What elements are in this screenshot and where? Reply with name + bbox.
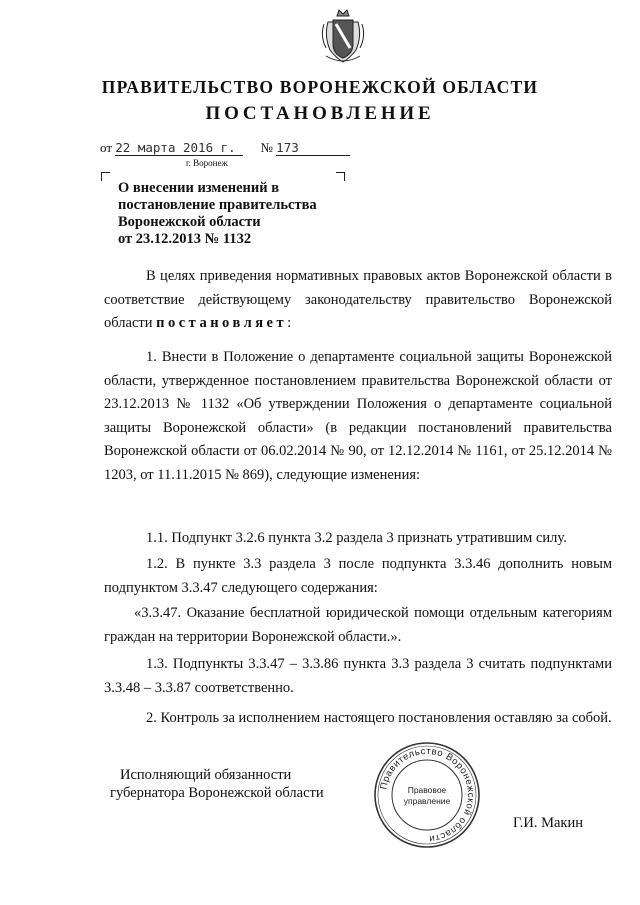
item-1-3-paragraph <box>104 653 612 700</box>
item-1-2-quote-text: «3.3.47. Оказание бесплатной юридической помощи отдельным категориям граждан на территории Воронежской области.». <box>104 605 612 645</box>
item-2-paragraph <box>104 707 612 731</box>
item-1-2-text: 1.2. В пункте 3.3 раздела 3 после подпункта 3.3.46 дополнить новым подпунктом 3.3.47 следующего содержания: <box>104 556 612 596</box>
preamble-verb: постановляет <box>156 315 288 331</box>
subject-bracket-left <box>101 172 110 181</box>
stamp-ring-text: Правительство Воронежской области <box>378 745 477 845</box>
item-1-1-text: 1.1. Подпункт 3.2.6 пункта 3.2 раздела 3 признать утратившим силу. <box>146 530 567 546</box>
item-2-text: 2. Контроль за исполнением настоящего постановления оставляю за собой. <box>146 710 612 726</box>
preamble-text: В целях приведения нормативных правовых актов Воронежской области в соответствие действующему законодательству правительство Воронежской области <box>104 268 612 331</box>
preamble-paragraph <box>104 265 612 336</box>
date-number-line <box>100 140 350 156</box>
position-line: Исполняющий обязанности <box>120 767 292 783</box>
subject-line: О внесении изменений в <box>118 180 280 196</box>
subject-line: от 23.12.2013 № 1132 <box>118 231 252 247</box>
position-line: губернатора Воронежской области <box>110 785 324 801</box>
coat-of-arms-icon <box>318 6 368 68</box>
government-name: ПРАВИТЕЛЬСТВО ВОРОНЕЖСКОЙ ОБЛАСТИ <box>101 77 539 97</box>
item-1-3-text: 1.3. Подпункты 3.3.47 – 3.3.86 пункта 3.3 раздела 3 считать подпунктами 3.3.48 – 3.3.87 соответственно. <box>104 656 612 696</box>
preamble-colon: : <box>287 315 292 331</box>
document-date: 22 марта 2016 г. <box>115 141 243 156</box>
item-1-2-paragraph <box>104 553 612 600</box>
document-subject <box>118 180 368 248</box>
item-1-1-paragraph <box>104 527 612 551</box>
document-number: 173 <box>276 141 350 156</box>
stamp-center-line: Правовое <box>407 785 447 795</box>
item-1-paragraph <box>104 346 612 487</box>
item-1-2-quote-paragraph <box>104 602 612 649</box>
document-type-title: ПОСТАНОВЛЕНИЕ <box>205 103 435 124</box>
stamp-center-line: управление <box>403 796 451 806</box>
number-prefix: № <box>260 140 273 155</box>
subject-line: постановление правительства <box>118 197 317 213</box>
subject-line: Воронежской области <box>118 214 261 230</box>
date-prefix: от <box>100 140 113 155</box>
item-1-text: 1. Внести в Положение о департаменте социальной защиты Воронежской области, утвержденное постановлением правительства Воронежской области от 23.12.2013 № 1132 «Об утверждении Положения о департаменте социальной защиты Воронежской области» (в редакции постановлений правительства Воронежской области от 06.02.2014 № 90, от 12.12.2014 № 1161, от 25.12.2014 № 1203, от 11.11.2015 № 869), следующие изменения: <box>104 349 612 483</box>
signatory-name: Г.И. Макин <box>513 815 583 831</box>
city-label: г. Воронеж <box>186 158 228 168</box>
signatory-position <box>110 766 360 802</box>
legal-department-stamp <box>372 740 482 850</box>
